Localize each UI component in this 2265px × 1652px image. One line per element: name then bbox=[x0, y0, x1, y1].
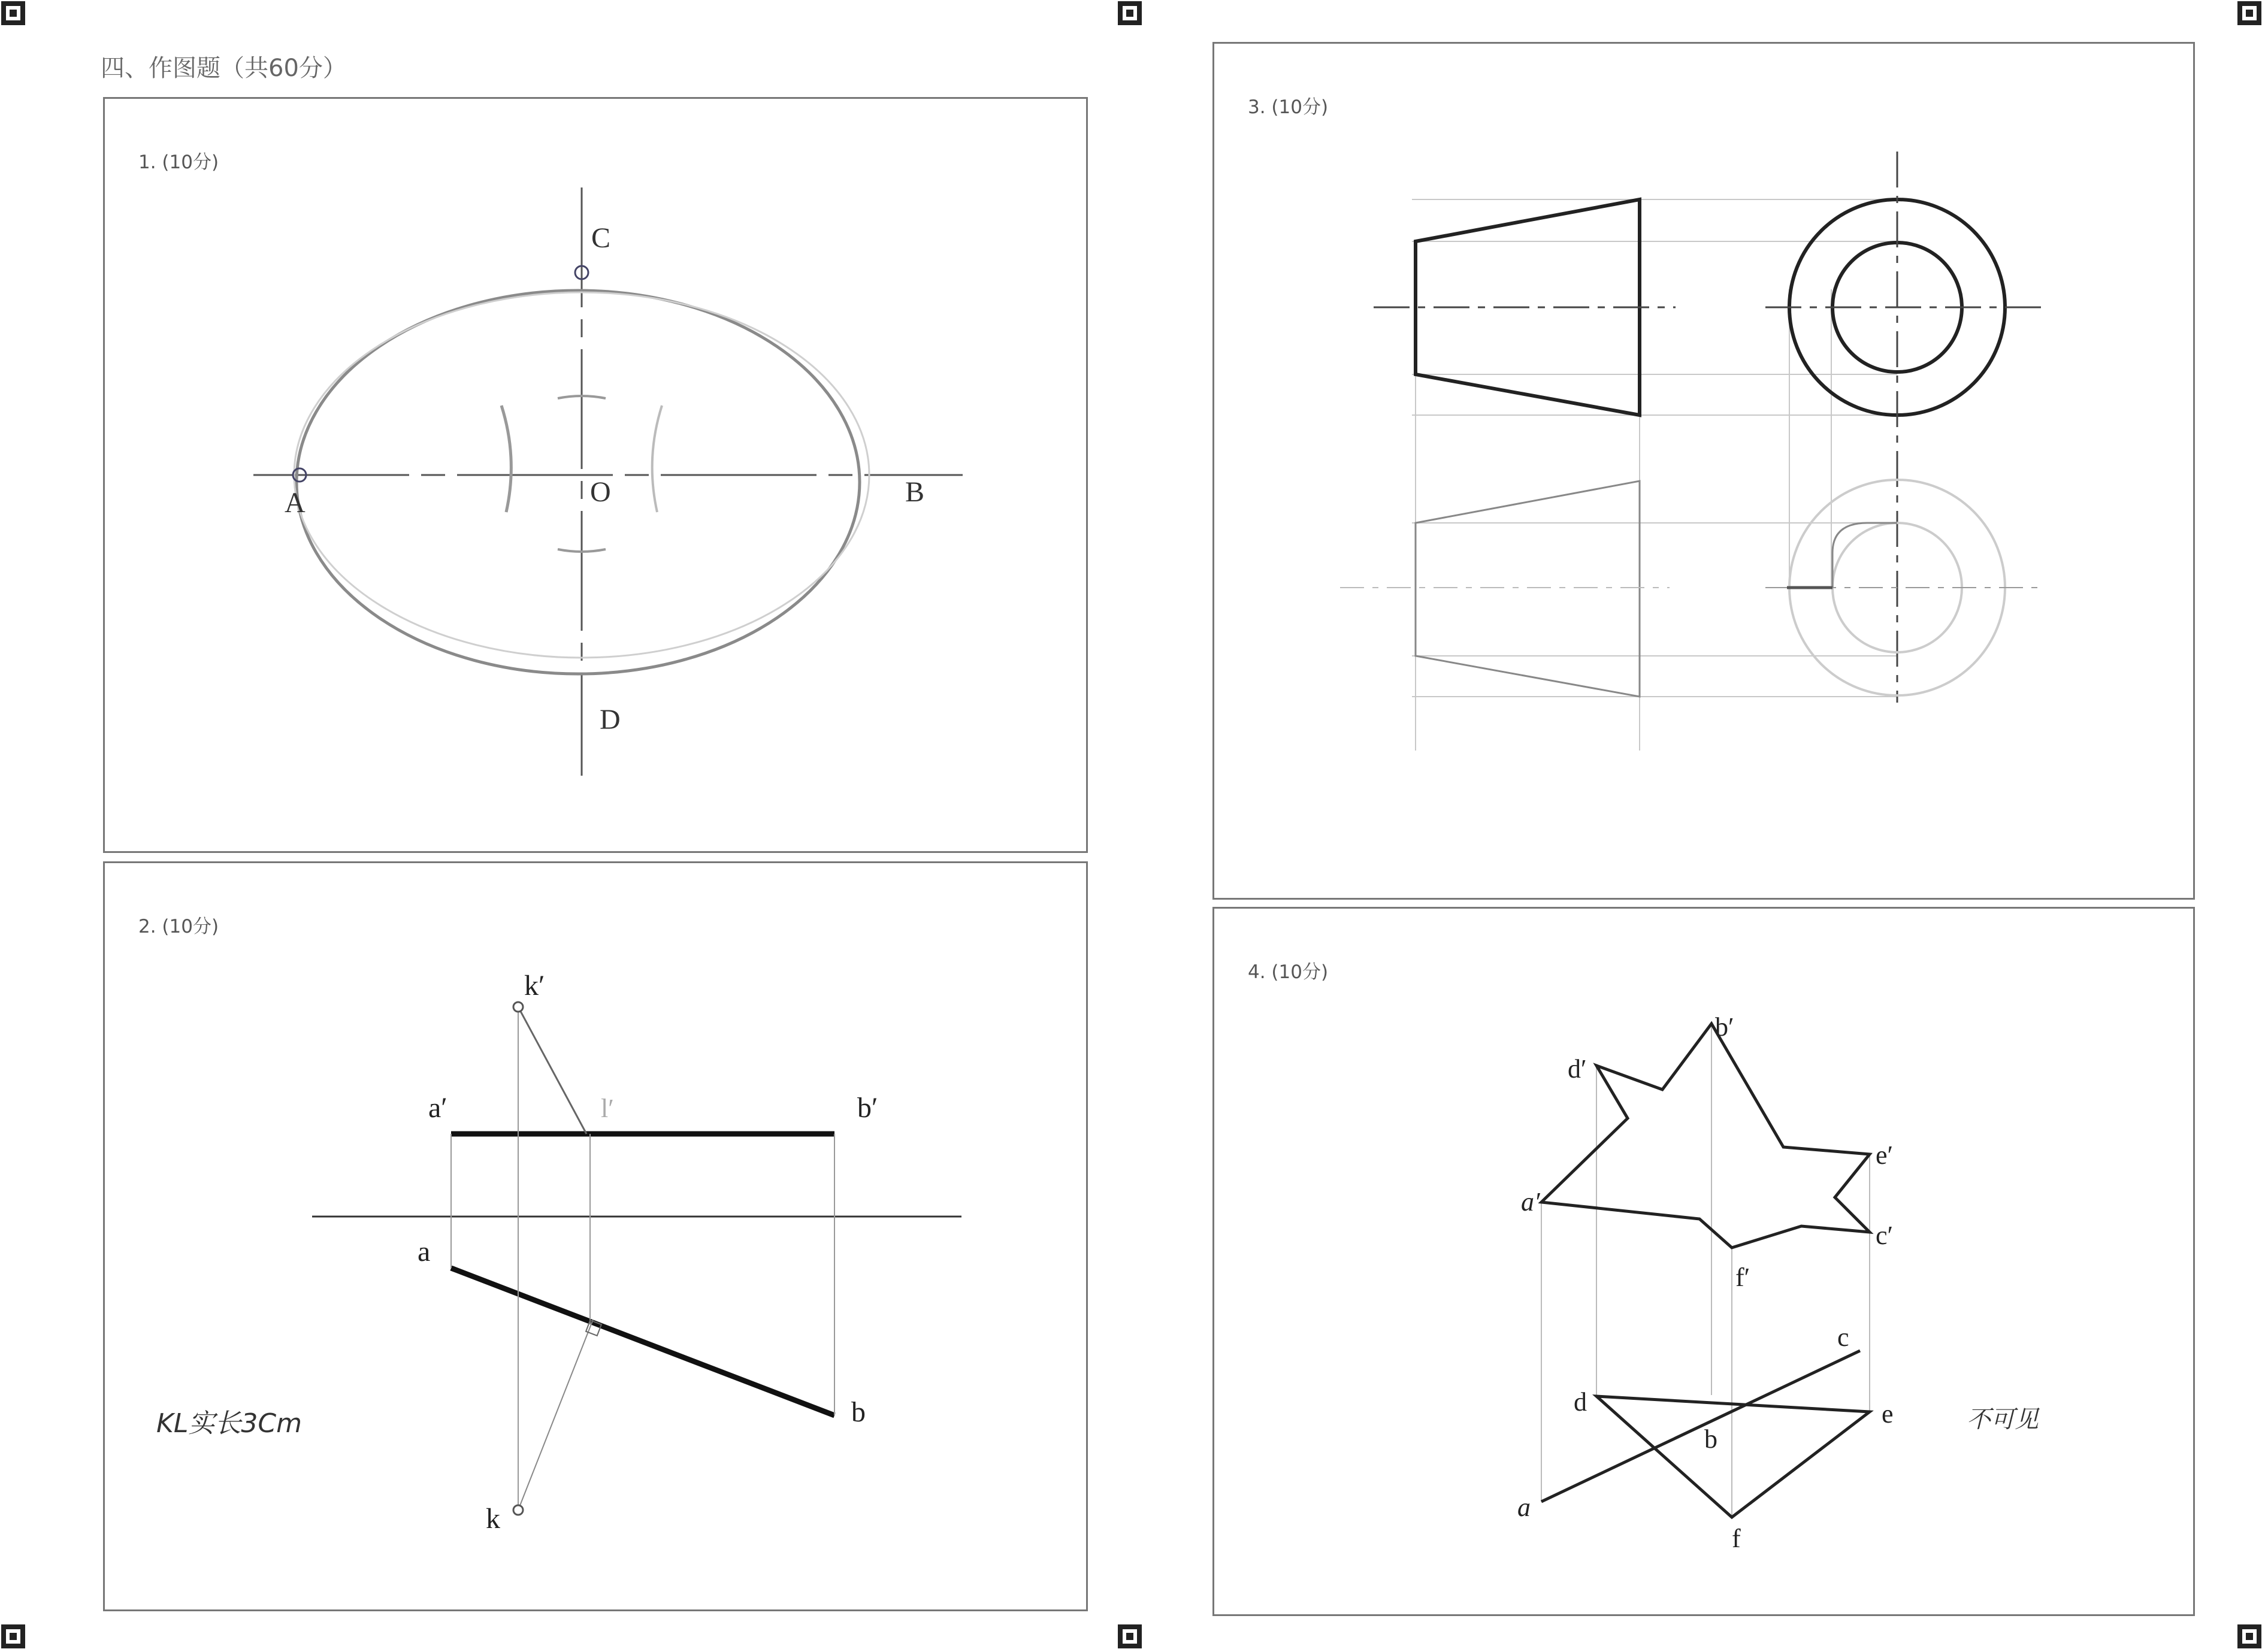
point-d-prime-label: d′ bbox=[1568, 1054, 1587, 1084]
point-b-label: b bbox=[1704, 1424, 1717, 1454]
problem-4-drawing bbox=[1214, 909, 2197, 1618]
point-k-label: k bbox=[486, 1503, 500, 1535]
point-a-label: a bbox=[1517, 1493, 1531, 1522]
line-k-l bbox=[518, 1320, 593, 1510]
point-d-label: d bbox=[1574, 1387, 1587, 1417]
point-c-prime-label: c′ bbox=[1876, 1221, 1894, 1250]
corner-marker-bottom-right bbox=[2237, 1624, 2261, 1648]
problem-3-panel bbox=[1212, 42, 2195, 900]
point-A-label: A bbox=[285, 487, 306, 519]
corner-marker-top-right bbox=[2237, 1, 2261, 25]
point-b-label: b bbox=[851, 1396, 866, 1428]
point-l-prime-label: l′ bbox=[601, 1094, 614, 1123]
problem-1-label: 1. (10分) bbox=[138, 152, 219, 173]
problem-3-label: 3. (10分) bbox=[1248, 96, 1329, 118]
corner-marker-top-left bbox=[1, 1, 25, 25]
point-c-label: c bbox=[1837, 1323, 1849, 1352]
ellipse-curve bbox=[297, 291, 860, 674]
problem-4-label: 4. (10分) bbox=[1248, 961, 1329, 983]
line-k-prime-l-prime bbox=[518, 1007, 586, 1134]
problem-1-drawing bbox=[105, 99, 1090, 855]
construction-arc bbox=[652, 406, 662, 512]
corner-marker-top-center bbox=[1118, 1, 1142, 25]
corner-marker-bottom-left bbox=[1, 1624, 25, 1648]
point-B-label: B bbox=[905, 476, 925, 508]
point-b-prime-label: b′ bbox=[857, 1092, 878, 1124]
problem-4-panel bbox=[1212, 907, 2195, 1616]
section-title: 四、作图题（共60分） bbox=[101, 55, 347, 82]
point-C-label: C bbox=[591, 222, 611, 254]
handwritten-note: 不可见 bbox=[1967, 1406, 2039, 1433]
line-a-c bbox=[1541, 1351, 1860, 1502]
side-view-trapezoid bbox=[1416, 481, 1640, 697]
point-a-prime-label: a′ bbox=[1521, 1187, 1540, 1217]
front-view-polygon bbox=[1541, 1024, 1870, 1248]
problem-3-drawing bbox=[1214, 44, 2197, 901]
line-a-b bbox=[451, 1268, 834, 1415]
point-k-prime-marker bbox=[513, 1002, 523, 1012]
handwritten-note: KL实长3Cm bbox=[156, 1408, 302, 1439]
point-a-label: a bbox=[418, 1236, 431, 1267]
point-k-marker bbox=[513, 1505, 523, 1515]
problem-2-drawing bbox=[105, 863, 1090, 1613]
problem-2-panel bbox=[103, 861, 1088, 1611]
point-D-label: D bbox=[600, 704, 621, 736]
point-e-prime-label: e′ bbox=[1876, 1140, 1894, 1170]
point-f-label: f bbox=[1732, 1524, 1741, 1553]
point-f-prime-label: f′ bbox=[1735, 1263, 1750, 1292]
point-a-prime-label: a′ bbox=[428, 1092, 447, 1124]
point-k-prime-label: k′ bbox=[524, 970, 545, 1002]
point-b-prime-label: b′ bbox=[1715, 1012, 1734, 1042]
problem-2-label: 2. (10分) bbox=[138, 916, 219, 937]
construction-arc bbox=[501, 406, 511, 512]
point-O-label: O bbox=[590, 476, 611, 508]
problem-1-panel bbox=[103, 97, 1088, 853]
corner-marker-bottom-center bbox=[1118, 1624, 1142, 1648]
point-e-label: e bbox=[1882, 1399, 1894, 1429]
